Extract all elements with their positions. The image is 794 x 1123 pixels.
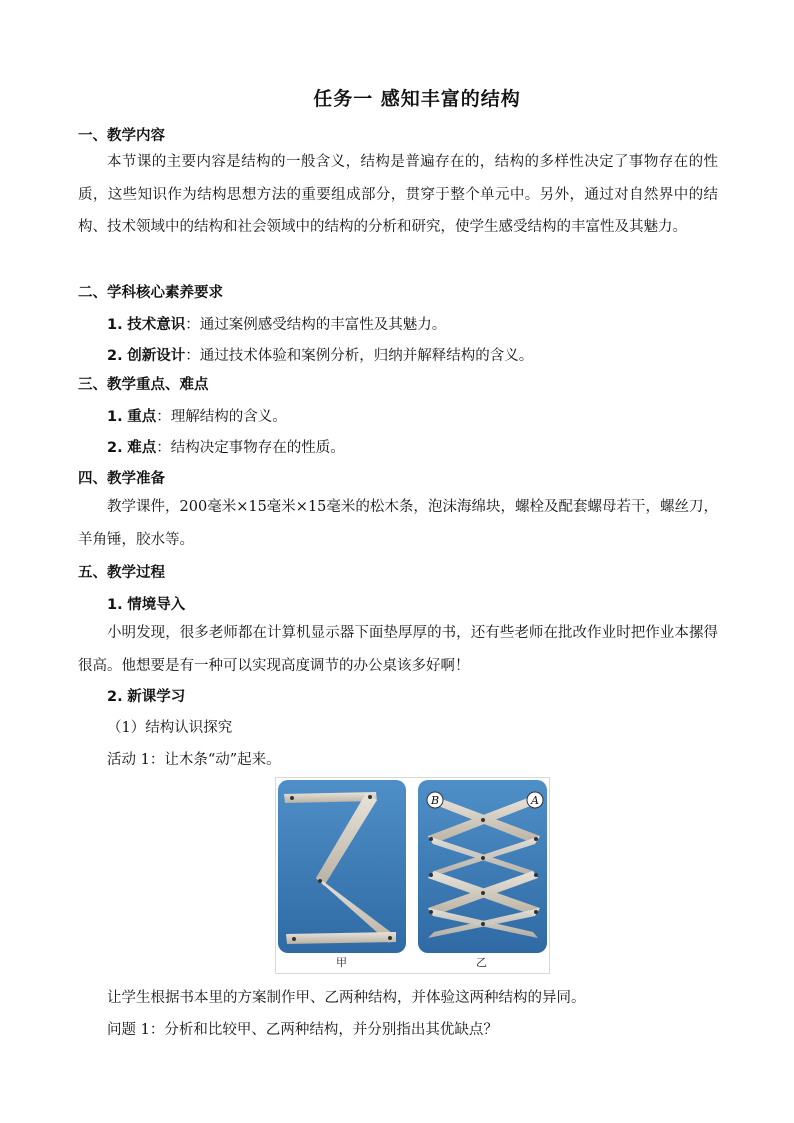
marker-a-label: A — [531, 794, 539, 807]
page-title: 任务一 感知丰富的结构 — [313, 88, 521, 110]
item-number: 1. — [107, 409, 123, 425]
figure-label-jia: 甲 — [336, 956, 347, 969]
figure-label-yi: 乙 — [476, 956, 487, 969]
content-paragraph: 本节课的主要内容是结构的一般含义，结构是普遍存在的，结构的多样性决定了事物存在的性质，这些知识作为结构思想方法的重要组成部分，贯穿于整个单元中。另外，通过对自然界中的结构、技术领域中的结构和社会领域中的结构的分析和研究，使学生感受结构的丰富性及其魅力。 — [78, 154, 718, 235]
item-term: 难点 — [127, 440, 157, 456]
keypoint-item-1 — [107, 405, 287, 426]
after-figure-text: 让学生根据书本里的方案制作甲、乙两种结构，并体验这两种结构的异同。 — [107, 990, 586, 1006]
step-1-paragraph: 小明发现，很多老师都在计算机显示器下面垫厚厚的书，还有些老师在批改作业时把作业本摞得很高。他想要是有一种可以实现高度调节的办公桌该多好啊！ — [78, 625, 718, 674]
item-term: 创新设计 — [127, 348, 186, 364]
item-term: 技术意识 — [127, 317, 186, 333]
item-text: ：理解结构的含义。 — [156, 409, 287, 425]
item-number: 2. — [107, 348, 123, 364]
keypoint-item-2 — [107, 436, 345, 457]
panel-left — [278, 780, 406, 953]
section-heading-process: 五、教学过程 — [78, 565, 165, 581]
section-heading-content: 一、教学内容 — [78, 128, 165, 144]
step-number: 1. — [107, 597, 123, 613]
item-text: ：通过案例感受结构的丰富性及其魅力。 — [185, 317, 447, 333]
section-heading-keypoints: 三、教学重点、难点 — [78, 377, 209, 393]
step-term: 情境导入 — [127, 597, 186, 613]
item-term: 重点 — [127, 409, 157, 425]
question-text: 问题 1：分析和比较甲、乙两种结构，并分别指出其优缺点？ — [107, 1022, 498, 1038]
item-number: 2. — [107, 440, 123, 456]
activity-text: 活动 1：让木条“动”起来。 — [107, 752, 281, 768]
structure-figure — [275, 777, 550, 974]
section-heading-literacy: 二、学科核心素养要求 — [78, 285, 223, 301]
step-1-heading — [107, 593, 185, 614]
sub-heading-structure: （1）结构认识探究 — [107, 720, 233, 736]
preparation-paragraph: 教学课件，200毫米×15毫米×15毫米的松木条，泡沫海绵块，螺栓及配套螺母若干，螺丝刀，羊角锤，胶水等。 — [78, 499, 718, 548]
marker-a — [527, 792, 543, 808]
literacy-item-1 — [107, 313, 446, 334]
marker-b — [427, 792, 443, 808]
step-term: 新课学习 — [127, 689, 186, 705]
step-2-heading — [107, 685, 185, 706]
item-number: 1. — [107, 317, 123, 333]
item-text: ：通过技术体验和案例分析，归纳并解释结构的含义。 — [185, 348, 534, 364]
item-text: ：结构决定事物存在的性质。 — [156, 440, 345, 456]
section-heading-preparation: 四、教学准备 — [78, 471, 165, 487]
step-number: 2. — [107, 689, 123, 705]
figure-illustration — [276, 778, 549, 973]
marker-b-label: B — [430, 794, 440, 807]
literacy-item-2 — [107, 344, 533, 365]
